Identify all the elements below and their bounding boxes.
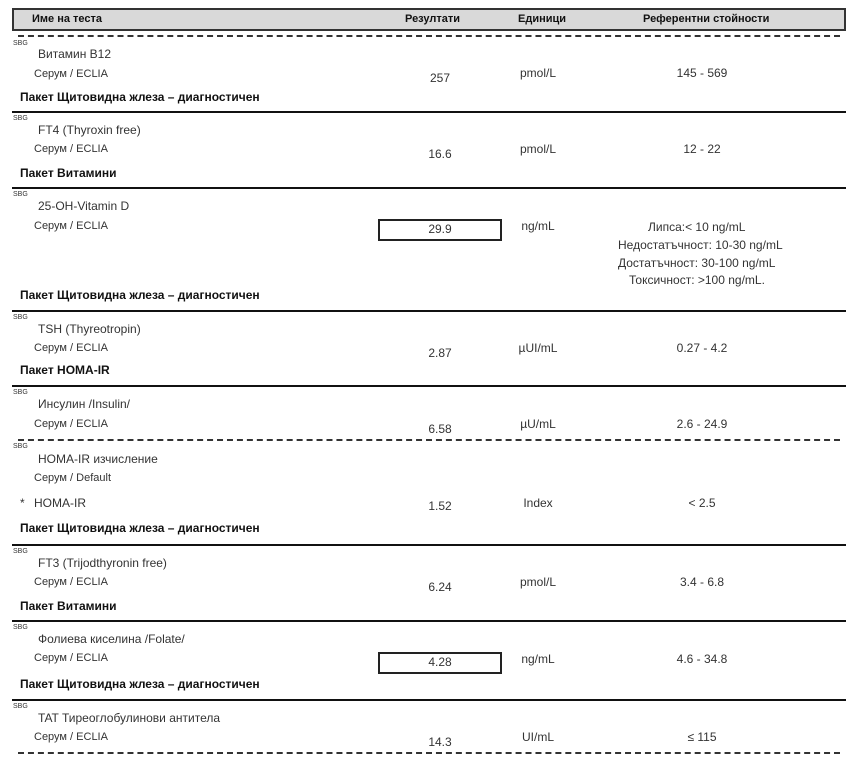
package-label: Пакет Витамини (20, 166, 117, 180)
test-unit: pmol/L (519, 142, 557, 156)
test-method: Серум / ECLIA (34, 342, 108, 354)
header-units: Единици (518, 13, 567, 25)
test-name: Инсулин /Insulin/ (38, 397, 131, 411)
test-reference: 4.6 - 34.8 (676, 652, 728, 666)
test-method: Серум / ECLIA (34, 576, 108, 588)
package-label: Пакет HOMA-IR (20, 363, 110, 377)
test-method: Серум / ECLIA (34, 143, 108, 155)
test-result: 6.24 (428, 580, 452, 594)
test-method: Серум / ECLIA (34, 652, 108, 664)
test-result: 2.87 (428, 346, 452, 360)
test-result: 1.52 (428, 499, 452, 513)
test-unit: UI/mL (521, 730, 554, 744)
test-reference: 0.27 - 4.2 (676, 341, 728, 355)
lab-code: SBG (13, 115, 28, 122)
package-label: Пакет Щитовидна жлеза – диагностичен (20, 288, 260, 302)
test-method: Серум / ECLIA (34, 418, 108, 430)
lab-code: SBG (13, 548, 28, 555)
header-result: Резултати (405, 13, 460, 25)
lab-code: SBG (13, 40, 28, 47)
test-name: TSH (Thyreotropin) (38, 322, 141, 336)
lab-code: SBG (13, 624, 28, 631)
test-name: HOMA-IR изчисление (38, 452, 158, 466)
test-unit: pmol/L (519, 66, 557, 80)
test-method: Серум / ECLIA (34, 220, 108, 232)
row-separator (12, 310, 846, 312)
test-unit: µU/mL (520, 417, 556, 431)
test-name: 25-OH-Vitamin D (38, 199, 130, 213)
test-method: Серум / ECLIA (34, 731, 108, 743)
test-reference: 2.6 - 24.9 (676, 417, 728, 431)
test-name: FT4 (Thyroxin free) (38, 123, 141, 137)
test-unit: µUI/mL (518, 341, 558, 355)
reference-line: Токсичност: >100 ng/mL. (629, 273, 765, 287)
test-reference: 145 - 569 (676, 66, 728, 80)
package-label: Пакет Витамини (20, 599, 117, 613)
reference-line: Достатъчност: 30-100 ng/mL (618, 256, 776, 270)
dashed-divider (18, 35, 840, 37)
test-subname: HOMA-IR (34, 496, 86, 510)
test-result: 29.9 (428, 222, 452, 236)
test-name: FT3 (Trijodthyronin free) (38, 556, 167, 570)
test-unit: pmol/L (519, 575, 557, 589)
header-test-name: Име на теста (32, 13, 103, 25)
dashed-divider (18, 439, 840, 441)
test-unit: ng/mL (521, 652, 555, 666)
row-separator (12, 620, 846, 622)
test-result: 4.28 (428, 655, 452, 669)
test-name: Фолиева киселина /Folate/ (38, 632, 185, 646)
test-method: Серум / ECLIA (34, 68, 108, 80)
test-result: 6.58 (428, 422, 452, 436)
test-name: TAT Тиреоглобулинови антитела (38, 711, 221, 725)
header-reference: Референтни стойности (643, 13, 770, 25)
row-separator (12, 111, 846, 113)
test-result: 16.6 (428, 147, 452, 161)
test-result: 14.3 (428, 735, 452, 749)
flag-asterisk: * (20, 496, 25, 510)
row-separator (12, 187, 846, 189)
test-unit: Index (523, 496, 553, 510)
reference-line: Недостатъчност: 10-30 ng/mL (618, 238, 783, 252)
lab-code: SBG (13, 191, 28, 198)
lab-code: SBG (13, 389, 28, 396)
test-reference: 12 - 22 (683, 142, 721, 156)
row-separator (12, 699, 846, 701)
lab-code: SBG (13, 314, 28, 321)
reference-line: Липса:< 10 ng/mL (648, 220, 746, 234)
test-method: Серум / Default (34, 472, 112, 484)
test-name: Витамин B12 (38, 47, 112, 61)
row-separator (12, 544, 846, 546)
dashed-divider (18, 752, 840, 754)
package-label: Пакет Щитовидна жлеза – диагностичен (20, 521, 260, 535)
lab-code: SBG (13, 703, 28, 710)
test-unit: ng/mL (521, 219, 555, 233)
lab-code: SBG (13, 443, 28, 450)
package-label: Пакет Щитовидна жлеза – диагностичен (20, 677, 260, 691)
test-reference: < 2.5 (688, 496, 716, 510)
package-label: Пакет Щитовидна жлеза – диагностичен (20, 90, 260, 104)
test-result: 257 (429, 71, 451, 85)
row-separator (12, 385, 846, 387)
test-reference: 3.4 - 6.8 (679, 575, 725, 589)
test-reference: ≤ 115 (687, 730, 717, 744)
